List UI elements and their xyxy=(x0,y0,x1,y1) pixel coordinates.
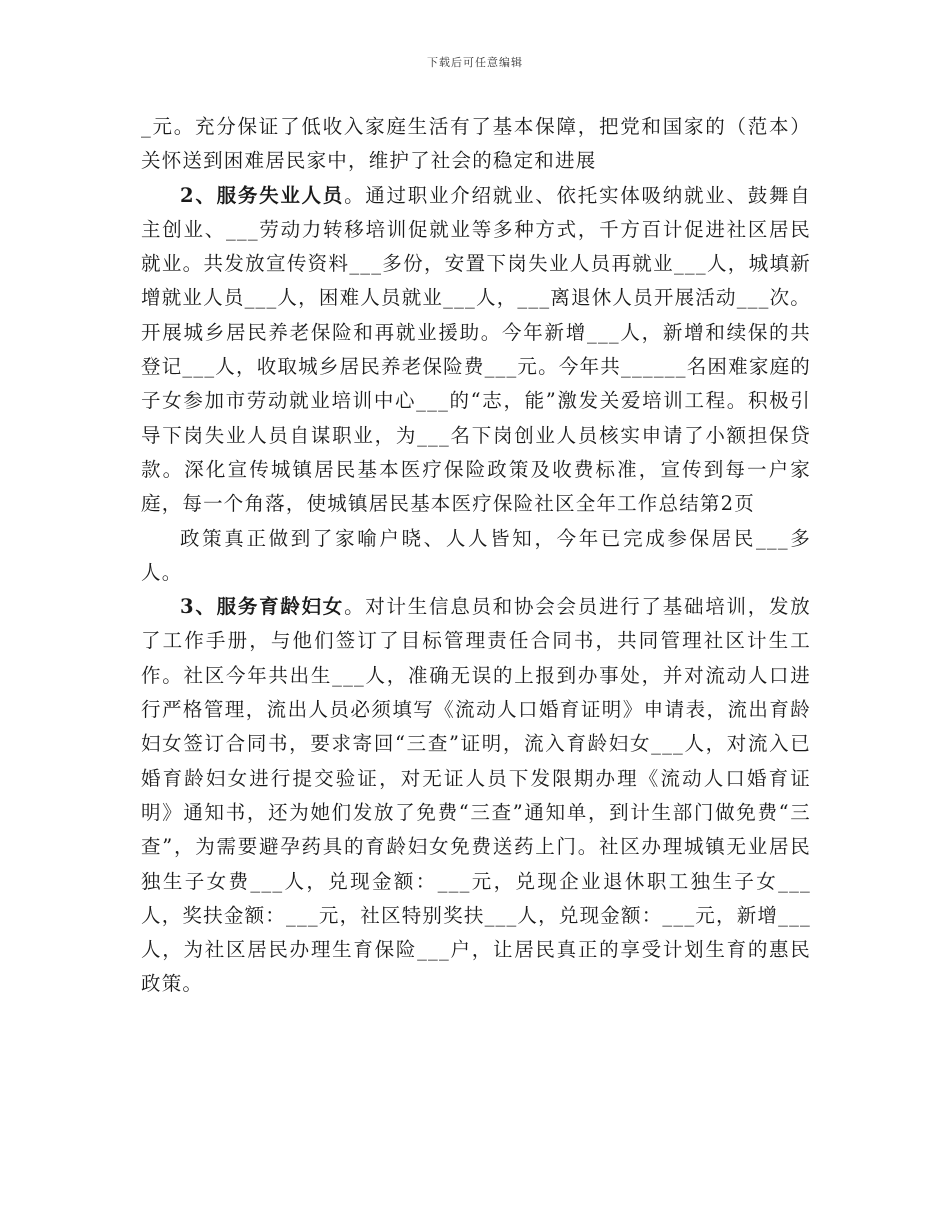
paragraph-3 xyxy=(141,522,811,591)
section-heading-women: 3、服务育龄妇女 xyxy=(180,595,345,619)
section-heading-unemployed: 2、服务失业人员 xyxy=(180,183,345,207)
paragraph-1-text: _元。充分保证了低收入家庭生活有了基本保障，把党和国家的（范本）关怀送到困难居民家中，维护了社会的稳定和进展 xyxy=(141,115,811,173)
paragraph-2 xyxy=(141,179,811,522)
paragraph-2-text: 。通过职业介绍就业、依托实体吸纳就业、鼓舞自主创业、___劳动力转移培训促就业等多种方式，千方百计促进社区居民就业。共发放宣传资料___多份，安置下岗失业人员再就业___人，城填新增就业人员___人，困难人员就业___人，___离退休人员开展活动___次。开展城乡居民养老保险和再就业援助。今年新增___人，新增和续保的共登记___人，收取城乡居民养老保险费___元。今年共______名困难家庭的子女参加市劳动就业培训中心___的“志，能”激发关爱培训工程。积极引导下岗失业人员自谋职业，为___名下岗创业人员核实申请了小额担保贷款。深化宣传城镇居民基本医疗保险政策及收费标准，宣传到每一户家庭，每一个角落，使城镇居民基本医疗保险社区全年工作总结第2页 xyxy=(141,183,811,516)
paragraph-4 xyxy=(141,590,811,1002)
page-header: 下载后可任意编辑 xyxy=(427,56,523,69)
paragraph-4-text: 。对计生信息员和协会会员进行了基础培训，发放了工作手册，与他们签订了目标管理责任合同书，共同管理社区计生工作。社区今年共出生___人，准确无误的上报到办事处，并对流动人口进行严格管理，流出人员必须填写《流动人口婚育证明》申请表，流出育龄妇女签订合同书，要求寄回“三查”证明，流入育龄妇女___人，对流入已婚育龄妇女进行提交验证，对无证人员下发限期办理《流动人口婚育证明》通知书，还为她们发放了免费“三查”通知单，到计生部门做免费“三查”，为需要避孕药具的育龄妇女免费送药上门。社区办理城镇无业居民独生子女费___人，兑现金额：___元，兑现企业退休职工独生子女___人，奖扶金额：___元，社区特别奖扶___人，兑现金额：___元，新增___人，为社区居民办理生育保险___户，让居民真正的享受计划生育的惠民政策。 xyxy=(141,595,811,996)
paragraph-3-text: 政策真正做到了家喻户晓、人人皆知，今年已完成参保居民___多人。 xyxy=(141,526,811,584)
paragraph-1 xyxy=(141,110,811,179)
document-body xyxy=(141,110,811,1002)
